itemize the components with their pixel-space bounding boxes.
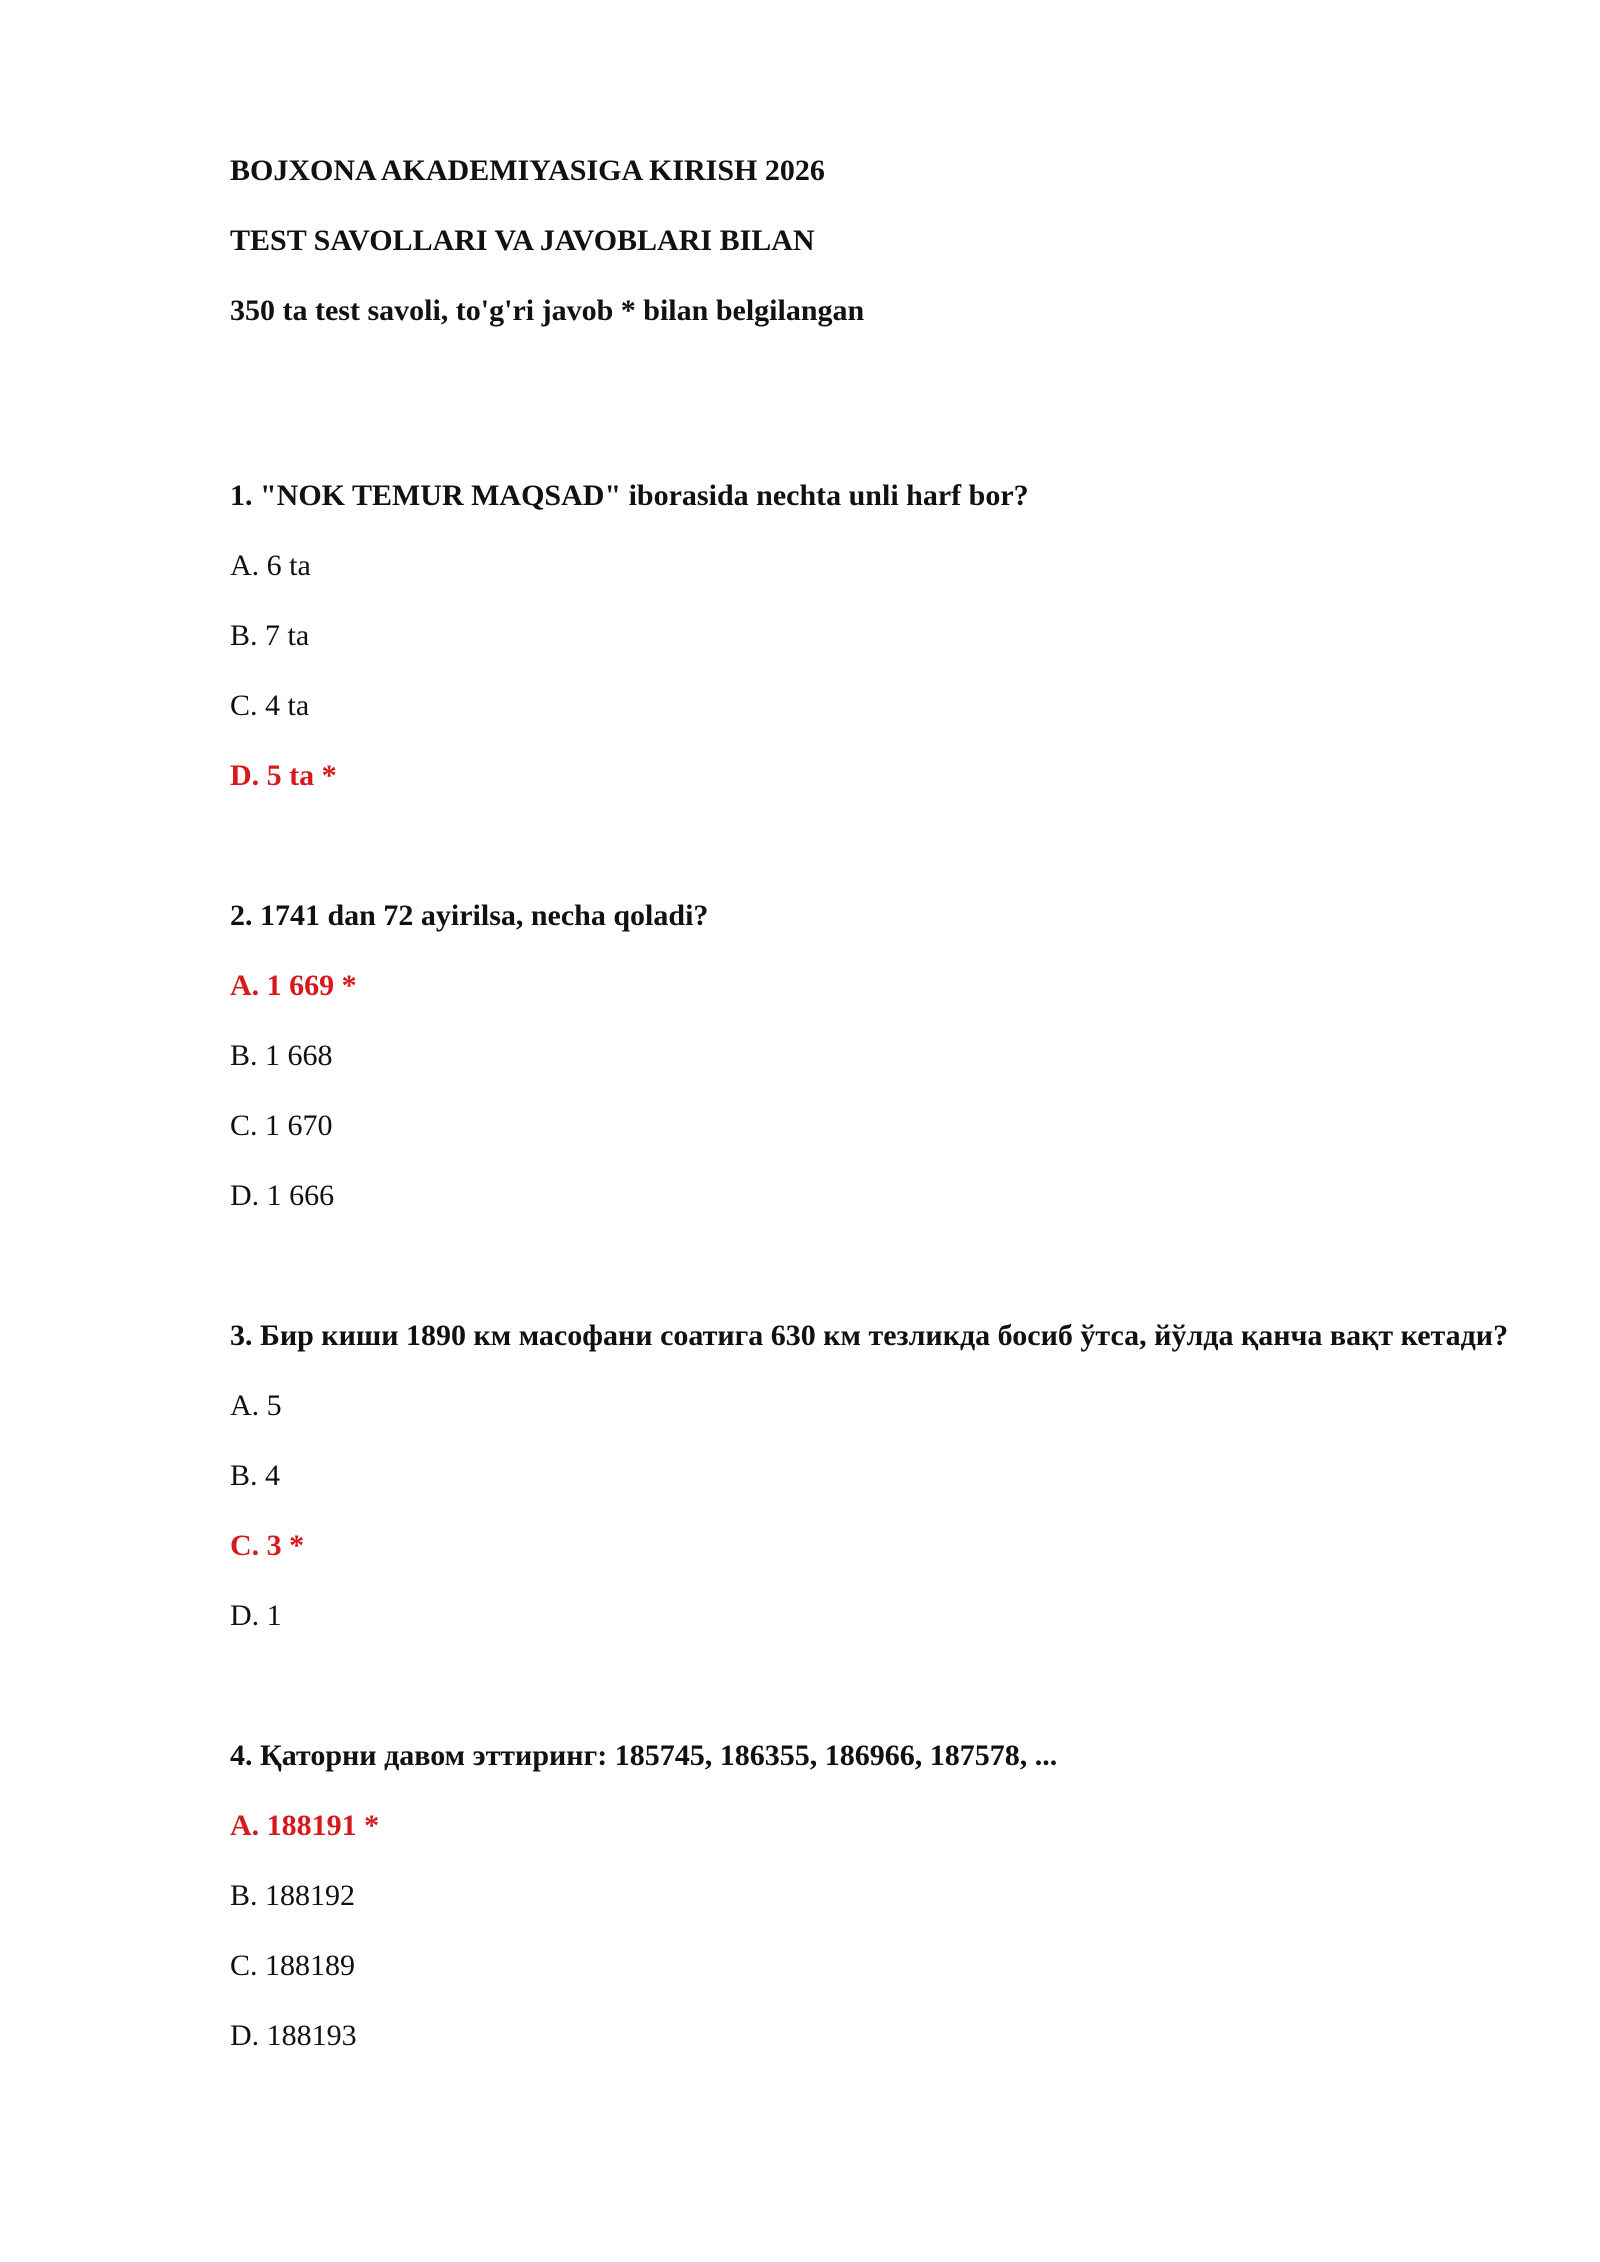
answer-option-b: B. 188192 — [230, 1879, 356, 1912]
question-2 — [230, 895, 1530, 1217]
document-subtitle: TEST SAVOLLARI VA JAVOBLARI BILAN — [230, 224, 815, 257]
header-spacer — [230, 332, 1530, 475]
correct-answer-option-d: D. 5 ta * — [230, 759, 337, 792]
answer-option-a: A. 5 — [230, 1389, 282, 1422]
answer-option-c: C. 1 670 — [230, 1109, 333, 1142]
question-text: 4. Қаторни давом эттиринг: 185745, 186355, 186966, 187578, ... — [230, 1739, 1058, 1772]
question-4 — [230, 1735, 1530, 2057]
question-1 — [230, 475, 1530, 797]
question-text: 2. 1741 dan 72 ayirilsa, necha qoladi? — [230, 899, 709, 932]
correct-answer-option-c: C. 3 * — [230, 1529, 305, 1562]
document-title: BOJXONA AKADEMIYASIGA KIRISH 2026 — [230, 154, 825, 187]
answer-option-b: B. 1 668 — [230, 1039, 333, 1072]
answer-option-c: C. 4 ta — [230, 689, 310, 722]
answer-option-d: D. 1 — [230, 1599, 282, 1632]
question-3 — [230, 1315, 1530, 1637]
answer-option-c: C. 188189 — [230, 1949, 356, 1982]
question-text: 1. "NOK TEMUR MAQSAD" iborasida nechta unli harf bor? — [230, 479, 1029, 512]
document-note: 350 ta test savoli, to'g'ri javob * bilan belgilangan — [230, 294, 865, 327]
answer-option-b: B. 7 ta — [230, 619, 310, 652]
correct-answer-option-a: A. 1 669 * — [230, 969, 357, 1002]
document-content — [230, 150, 1530, 2057]
question-text: 3. Бир киши 1890 км масофани соатига 630 км тезликда босиб ўтса, йўлда қанча вақт кетади? — [230, 1319, 1509, 1352]
answer-option-b: B. 4 — [230, 1459, 281, 1492]
answer-option-d: D. 188193 — [230, 2019, 357, 2052]
answer-option-a: A. 6 ta — [230, 549, 311, 582]
answer-option-d: D. 1 666 — [230, 1179, 335, 1212]
correct-answer-option-a: A. 188191 * — [230, 1809, 380, 1842]
